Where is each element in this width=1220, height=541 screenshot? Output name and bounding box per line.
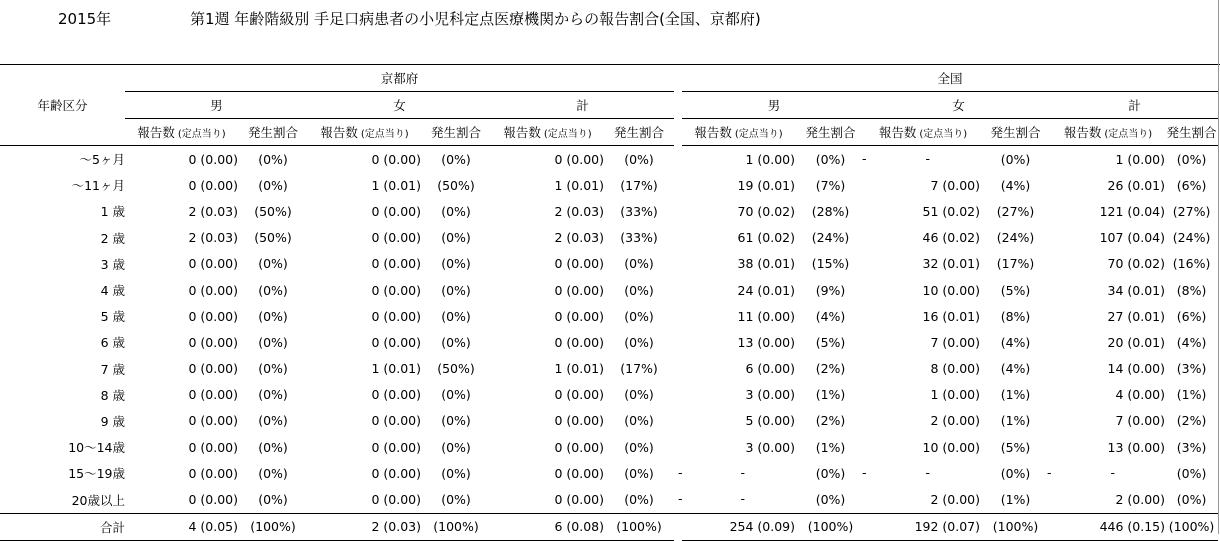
sex-header-zenkoku-0: 男 <box>682 92 866 119</box>
report-count-cell: 13 (0.00) <box>737 334 796 350</box>
report-count-cell: 0 (0.00) <box>371 387 421 403</box>
rate-cell: (33%) <box>620 230 658 246</box>
col-header-report <box>1051 119 1165 146</box>
age-group-label: 合計 <box>0 513 125 540</box>
age-group-label: 1 歳 <box>100 204 125 220</box>
report-count-cell: 2 (0.03) <box>554 203 604 219</box>
age-column-header: 年齢区分 <box>0 65 125 146</box>
report-count-cell: 0 (0.00) <box>188 256 238 272</box>
rate-cell: (5%) <box>815 334 846 350</box>
report-count-cell: 2 (0.03) <box>554 230 604 246</box>
rate-cell: (100%) <box>980 513 1051 540</box>
age-group-label: 3 歳 <box>100 256 125 272</box>
rate-cell: (33%) <box>620 203 658 219</box>
report-count-cell: 10 (0.00) <box>922 282 981 298</box>
report-count-cell: 446 (0.15) <box>1051 513 1165 540</box>
col-header-report <box>125 119 238 146</box>
report-count-label: 報告数 <box>878 125 917 140</box>
report-count-cell: 0 (0.00) <box>188 308 238 324</box>
report-count-cell: 0 (0.00) <box>371 203 421 219</box>
report-count-label: 報告数 <box>694 125 732 140</box>
sex-header-kyoto-0: 男 <box>125 92 308 119</box>
report-count-cell: 0 (0.00) <box>371 439 421 455</box>
rate-cell: (6%) <box>1176 177 1207 193</box>
report-count-cell: 0 (0.00) <box>371 413 421 429</box>
table-row <box>0 434 1218 460</box>
dash-value: - <box>862 151 867 166</box>
rate-cell: (0%) <box>1176 151 1207 167</box>
rate-cell: (0%) <box>258 387 288 403</box>
rate-cell: (17%) <box>620 361 658 377</box>
table-row <box>0 329 1218 355</box>
per-site-label: (定点当り) <box>919 129 968 140</box>
dash-value: - <box>925 465 931 481</box>
rate-cell: (4%) <box>1000 334 1031 350</box>
rate-cell: (0%) <box>441 439 471 455</box>
report-count-cell: 0 (0.00) <box>371 230 421 246</box>
col-header-rate: 発生割合 <box>604 119 674 146</box>
report-count-cell: 5 (0.00) <box>745 413 796 429</box>
per-site-label: (定点当り) <box>734 129 783 140</box>
per-site-label: (定点当り) <box>1104 129 1153 140</box>
col-header-report <box>682 119 795 146</box>
report-count-cell: 19 (0.01) <box>737 177 796 193</box>
report-count-cell: 46 (0.02) <box>922 230 981 246</box>
rate-cell: (1%) <box>815 439 846 455</box>
rate-cell: (4%) <box>1176 334 1207 350</box>
rate-cell: (0%) <box>815 465 846 481</box>
rate-cell: (17%) <box>996 256 1035 272</box>
rate-cell: (16%) <box>1172 256 1211 272</box>
rate-cell: (0%) <box>258 413 288 429</box>
rate-cell: (1%) <box>815 387 846 403</box>
rate-cell: (0%) <box>1000 151 1031 167</box>
report-count-cell: 0 (0.00) <box>188 282 238 298</box>
report-count-cell: 0 (0.00) <box>554 256 604 272</box>
report-count-cell <box>862 146 980 173</box>
rate-cell: (0%) <box>441 230 471 246</box>
region-gap <box>674 329 682 355</box>
rate-cell: (0%) <box>441 308 471 324</box>
age-group-label: 9 歳 <box>100 413 125 429</box>
region-gap <box>674 172 682 198</box>
rate-cell: (0%) <box>1176 492 1207 508</box>
rate-cell: (27%) <box>996 203 1035 219</box>
col-header-rate: 発生割合 <box>421 119 491 146</box>
age-group-label: ～5ヶ月 <box>79 152 125 168</box>
report-count-cell <box>1047 460 1165 486</box>
rate-cell: (0%) <box>624 308 654 324</box>
rate-cell: (0%) <box>815 151 846 167</box>
age-group-label: 5 歳 <box>100 309 125 325</box>
rate-cell: (0%) <box>258 282 288 298</box>
col-header-report <box>308 119 421 146</box>
rate-cell: (0%) <box>624 256 654 272</box>
report-count-cell: 13 (0.00) <box>1107 439 1166 455</box>
rate-cell: (0%) <box>624 465 654 481</box>
report-count-cell: 1 (0.00) <box>1115 151 1166 167</box>
rate-cell: (0%) <box>441 282 471 298</box>
table-row <box>0 146 1218 173</box>
report-count-cell: 61 (0.02) <box>737 230 796 246</box>
rate-cell: (6%) <box>1176 308 1207 324</box>
report-count-cell: 2 (0.03) <box>188 230 238 246</box>
table-row <box>0 382 1218 408</box>
region-gap <box>674 434 682 460</box>
report-count-cell: 1 (0.01) <box>371 361 421 377</box>
report-count-cell: 0 (0.00) <box>554 151 604 167</box>
report-count-cell: 1 (0.00) <box>745 151 796 167</box>
rate-cell: (100%) <box>795 513 866 540</box>
right-edge-rule <box>1218 0 1219 534</box>
total-row <box>0 513 1218 540</box>
age-group-label: 15～19歳 <box>68 466 125 482</box>
report-count-cell: 2 (0.03) <box>188 203 238 219</box>
report-count-cell <box>678 486 795 513</box>
sex-header-kyoto-2: 計 <box>491 92 674 119</box>
rate-cell: (4%) <box>815 308 846 324</box>
report-count-label: 報告数 <box>137 125 175 140</box>
per-site-label: (定点当り) <box>177 129 226 140</box>
report-count-cell: 70 (0.02) <box>1107 256 1166 272</box>
report-count-cell: 0 (0.00) <box>371 465 421 481</box>
region-gap <box>674 277 682 303</box>
rate-cell: (5%) <box>1000 439 1031 455</box>
region-gap <box>674 356 682 382</box>
table-row <box>0 408 1218 434</box>
table-row <box>0 251 1218 277</box>
report-count-cell: 2 (0.00) <box>930 492 981 508</box>
report-count-cell: 121 (0.04) <box>1099 203 1166 219</box>
report-count-cell: 0 (0.00) <box>188 361 238 377</box>
region-header-kyoto: 京都府 <box>125 65 674 92</box>
report-count-cell: 0 (0.00) <box>371 282 421 298</box>
col-header-rate: 発生割合 <box>980 119 1051 146</box>
rate-cell: (0%) <box>441 387 471 403</box>
report-count-cell: 3 (0.00) <box>745 439 796 455</box>
col-header-rate: 発生割合 <box>795 119 866 146</box>
report-count-cell: 10 (0.00) <box>922 439 981 455</box>
report-count-cell: 1 (0.01) <box>554 361 604 377</box>
rate-cell: (1%) <box>1000 413 1031 429</box>
rate-cell: (2%) <box>815 361 846 377</box>
dash-value: - <box>1047 465 1052 481</box>
rate-cell: (1%) <box>1000 387 1031 403</box>
rate-cell: (0%) <box>624 151 654 167</box>
report-count-cell: 0 (0.00) <box>554 439 604 455</box>
rate-cell: (0%) <box>1000 465 1031 481</box>
region-gap <box>674 198 682 224</box>
report-count-cell: 0 (0.00) <box>188 465 238 481</box>
table-row <box>0 486 1218 513</box>
report-count-cell: 70 (0.02) <box>737 203 796 219</box>
age-group-label: 20歳以上 <box>71 492 125 508</box>
rate-cell: (50%) <box>437 177 475 193</box>
report-count-cell: 0 (0.00) <box>554 334 604 350</box>
report-count-cell: 1 (0.00) <box>930 387 981 403</box>
rate-cell: (0%) <box>624 387 654 403</box>
sex-header-zenkoku-1: 女 <box>866 92 1051 119</box>
sex-header-kyoto-1: 女 <box>308 92 491 119</box>
report-count-cell: 0 (0.00) <box>188 387 238 403</box>
region-header-zenkoku: 全国 <box>682 65 1218 92</box>
rate-cell: (0%) <box>258 151 288 167</box>
report-count-label: 報告数 <box>320 125 358 140</box>
rate-cell: (100%) <box>421 513 491 540</box>
report-count-cell: 2 (0.03) <box>308 513 421 540</box>
region-gap <box>674 382 682 408</box>
rate-cell: (0%) <box>624 492 654 508</box>
rate-cell: (0%) <box>258 334 288 350</box>
table-row <box>0 460 1218 486</box>
rate-cell: (50%) <box>254 230 292 246</box>
col-header-rate: 発生割合 <box>1165 119 1218 146</box>
rate-cell: (3%) <box>1176 361 1207 377</box>
report-count-cell: 14 (0.00) <box>1107 361 1166 377</box>
report-count-label: 報告数 <box>503 125 541 140</box>
report-count-cell: 254 (0.09) <box>682 513 795 540</box>
col-header-report <box>866 119 980 146</box>
table-row <box>0 277 1218 303</box>
rate-cell: (0%) <box>815 492 846 508</box>
report-count-cell: 0 (0.00) <box>371 334 421 350</box>
report-count-cell: 2 (0.00) <box>1115 492 1166 508</box>
report-count-cell: 0 (0.00) <box>554 492 604 508</box>
rate-cell: (0%) <box>624 413 654 429</box>
report-count-cell: 0 (0.00) <box>188 439 238 455</box>
rate-cell: (0%) <box>441 492 471 508</box>
col-header-rate: 発生割合 <box>238 119 308 146</box>
report-count-cell: 0 (0.00) <box>371 151 421 167</box>
report-count-cell: 0 (0.00) <box>554 465 604 481</box>
rate-cell: (7%) <box>815 177 846 193</box>
report-year: 2015年 <box>58 10 112 28</box>
report-count-cell: 0 (0.00) <box>554 387 604 403</box>
rate-cell: (50%) <box>254 203 292 219</box>
report-count-cell: 24 (0.01) <box>737 282 796 298</box>
report-count-cell: 107 (0.04) <box>1099 230 1166 246</box>
region-gap <box>674 251 682 277</box>
rate-cell: (3%) <box>1176 439 1207 455</box>
report-count-cell: 16 (0.01) <box>922 308 981 324</box>
report-count-cell: 32 (0.01) <box>922 256 981 272</box>
rate-cell: (8%) <box>1000 308 1031 324</box>
rate-cell: (27%) <box>1172 203 1211 219</box>
report-count-cell: 0 (0.00) <box>371 308 421 324</box>
dash-value: - <box>678 491 683 507</box>
age-group-label: 2 歳 <box>100 230 125 246</box>
report-count-cell: 38 (0.01) <box>737 256 796 272</box>
dash-value: - <box>740 465 746 481</box>
rate-cell: (24%) <box>996 230 1035 246</box>
rate-cell: (0%) <box>624 439 654 455</box>
dash-value: - <box>925 151 931 166</box>
age-group-label: ～11ヶ月 <box>71 178 125 194</box>
rate-cell: (0%) <box>1176 465 1207 481</box>
report-count-cell: 2 (0.00) <box>930 413 981 429</box>
report-count-cell: 0 (0.00) <box>188 413 238 429</box>
report-count-cell: 7 (0.00) <box>1115 413 1166 429</box>
report-count-cell: 0 (0.00) <box>188 151 238 167</box>
report-count-cell: 0 (0.00) <box>554 308 604 324</box>
rate-cell: (0%) <box>441 413 471 429</box>
rate-cell: (0%) <box>258 256 288 272</box>
rate-cell: (50%) <box>437 361 475 377</box>
report-title: 第1週 年齢階級別 手足口病患者の小児科定点医療機関からの報告割合(全国、京都府) <box>190 10 761 28</box>
per-site-label: (定点当り) <box>543 129 592 140</box>
dash-value: - <box>1110 465 1116 481</box>
region-gap <box>674 225 682 251</box>
report-count-cell: 27 (0.01) <box>1107 308 1166 324</box>
rate-cell: (2%) <box>1176 413 1207 429</box>
region-gap <box>674 303 682 329</box>
age-report-table <box>0 65 1218 541</box>
rate-cell: (9%) <box>815 282 846 298</box>
region-gap <box>674 513 682 540</box>
table-row <box>0 225 1218 251</box>
table-row <box>0 172 1218 198</box>
rate-cell: (24%) <box>1172 230 1211 246</box>
report-count-cell: 51 (0.02) <box>922 203 981 219</box>
rate-cell: (4%) <box>1000 361 1031 377</box>
report-count-cell: 4 (0.00) <box>1115 387 1166 403</box>
rate-cell: (28%) <box>811 203 850 219</box>
report-count-cell: 192 (0.07) <box>866 513 980 540</box>
rate-cell: (0%) <box>624 334 654 350</box>
report-count-cell <box>862 460 980 486</box>
rate-cell: (0%) <box>441 256 471 272</box>
rate-cell: (0%) <box>441 465 471 481</box>
rate-cell: (0%) <box>258 308 288 324</box>
rate-cell: (4%) <box>1000 177 1031 193</box>
rate-cell: (0%) <box>624 282 654 298</box>
dash-value: - <box>678 465 683 481</box>
rate-cell: (0%) <box>258 361 288 377</box>
sex-header-zenkoku-2: 計 <box>1051 92 1218 119</box>
rate-cell: (100%) <box>1165 513 1218 540</box>
report-count-cell <box>678 460 795 486</box>
report-count-cell: 0 (0.00) <box>371 492 421 508</box>
rate-cell: (15%) <box>811 256 850 272</box>
rate-cell: (24%) <box>811 230 850 246</box>
report-count-cell: 0 (0.00) <box>554 282 604 298</box>
col-header-report <box>491 119 604 146</box>
report-count-cell: 3 (0.00) <box>745 387 796 403</box>
age-group-label: 4 歳 <box>100 283 125 299</box>
rate-cell: (100%) <box>238 513 308 540</box>
dash-value: - <box>740 491 746 507</box>
report-count-cell: 8 (0.00) <box>930 361 981 377</box>
report-count-cell: 34 (0.01) <box>1107 282 1166 298</box>
dash-value: - <box>862 465 867 481</box>
rate-cell: (8%) <box>1176 282 1207 298</box>
rate-cell: (2%) <box>815 413 846 429</box>
report-count-cell: 1 (0.01) <box>554 177 604 193</box>
rate-cell: (1%) <box>1000 492 1031 508</box>
table-row <box>0 356 1218 382</box>
age-group-label: 7 歳 <box>100 361 125 377</box>
age-group-label: 10～14歳 <box>68 440 125 456</box>
rate-cell: (0%) <box>441 203 471 219</box>
rate-cell: (1%) <box>1176 387 1207 403</box>
report-count-cell: 0 (0.00) <box>188 334 238 350</box>
rate-cell: (5%) <box>1000 282 1031 298</box>
report-count-cell: 7 (0.00) <box>930 177 981 193</box>
rate-cell: (0%) <box>258 465 288 481</box>
report-count-cell: 0 (0.00) <box>371 256 421 272</box>
report-count-cell: 26 (0.01) <box>1107 177 1166 193</box>
rate-cell: (17%) <box>620 177 658 193</box>
rate-cell: (100%) <box>604 513 674 540</box>
report-count-label: 報告数 <box>1063 125 1102 140</box>
report-count-cell: 0 (0.00) <box>188 492 238 508</box>
report-count-cell: 6 (0.00) <box>745 361 796 377</box>
report-count-cell: 11 (0.00) <box>737 308 796 324</box>
age-group-label: 6 歳 <box>100 335 125 351</box>
rate-cell: (0%) <box>441 151 471 167</box>
rate-cell: (0%) <box>258 177 288 193</box>
report-count-cell: 20 (0.01) <box>1107 334 1166 350</box>
report-count-cell: 6 (0.08) <box>491 513 604 540</box>
region-gap <box>674 146 682 173</box>
report-count-cell: 7 (0.00) <box>930 334 981 350</box>
per-site-label: (定点当り) <box>360 129 409 140</box>
rate-cell: (0%) <box>441 334 471 350</box>
rate-cell: (0%) <box>258 492 288 508</box>
rate-cell: (0%) <box>258 439 288 455</box>
table-row <box>0 198 1218 224</box>
report-count-cell: 1 (0.01) <box>371 177 421 193</box>
report-count-cell: 0 (0.00) <box>554 413 604 429</box>
report-count-cell: 0 (0.00) <box>188 177 238 193</box>
report-count-cell: 4 (0.05) <box>125 513 238 540</box>
region-gap <box>674 408 682 434</box>
table-row <box>0 303 1218 329</box>
age-group-label: 8 歳 <box>100 387 125 403</box>
